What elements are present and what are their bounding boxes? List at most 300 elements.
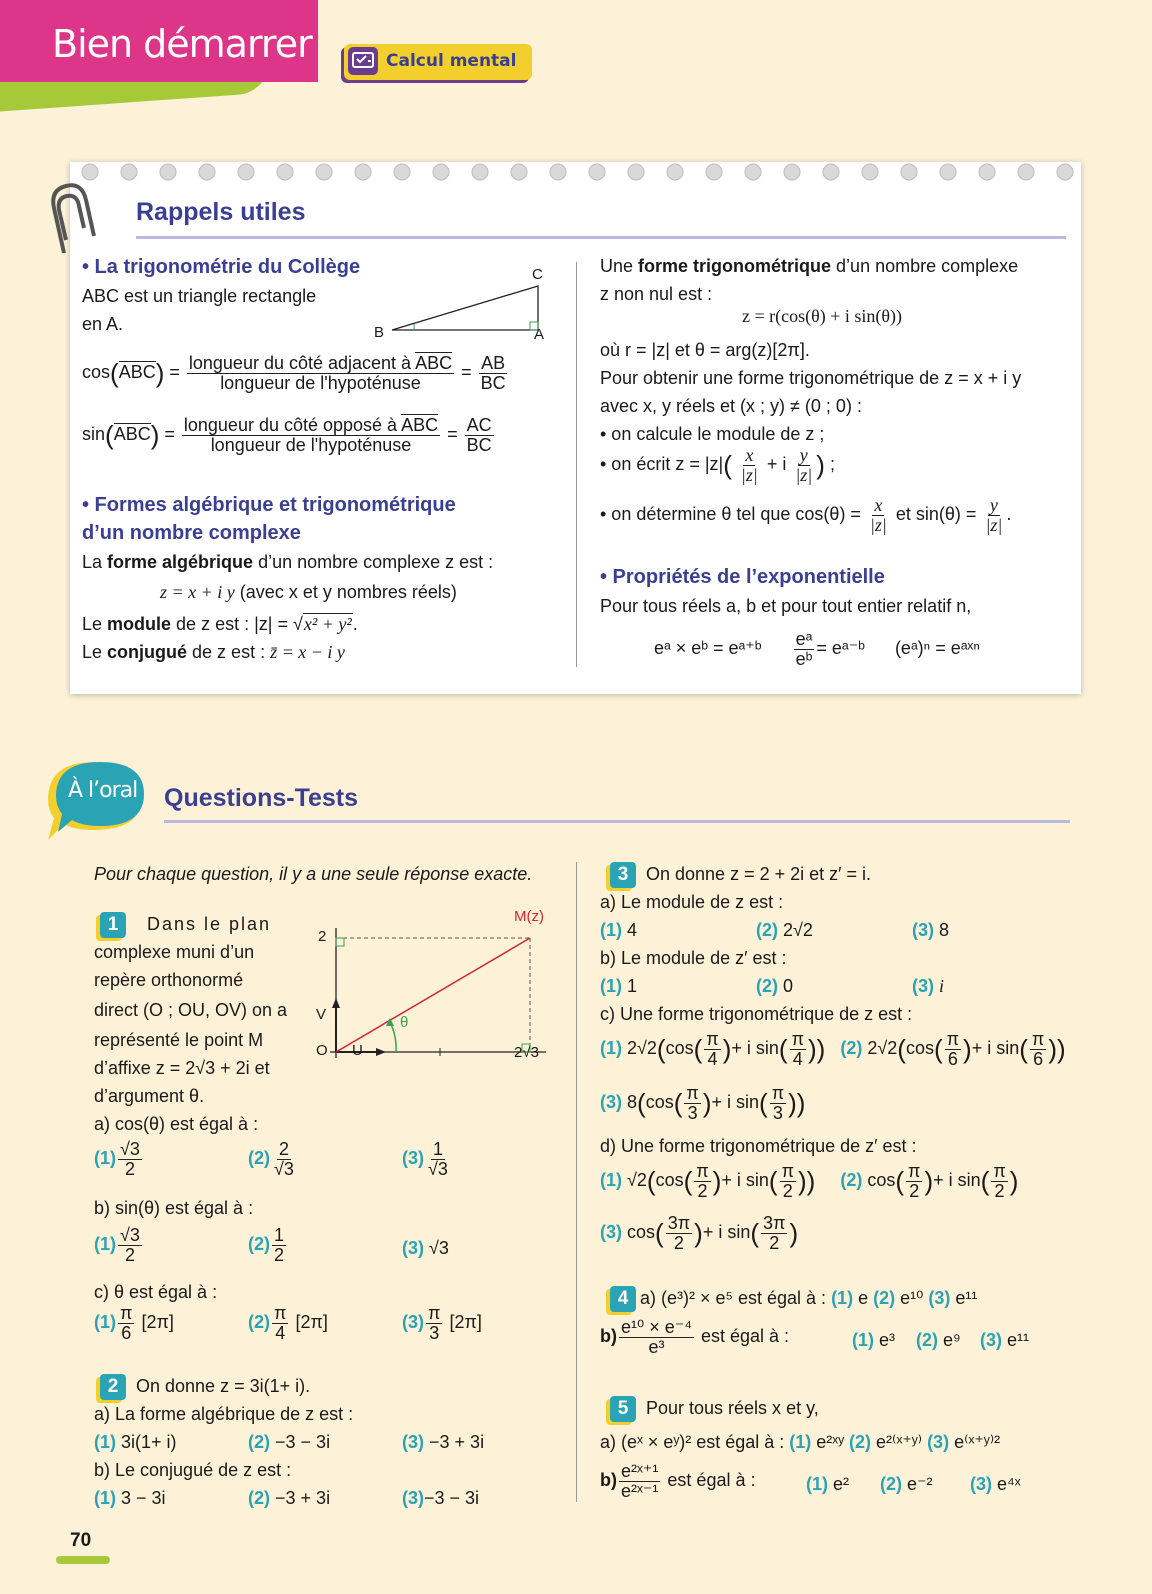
q3-b1-value: 1 <box>627 976 638 996</box>
q3-d3-num[interactable]: (3) <box>600 1222 622 1243</box>
q3-c1-d1: 4 <box>707 1048 718 1069</box>
q3-a1-num[interactable]: (1) <box>600 920 622 940</box>
q3-c3-num[interactable]: (3) <box>600 1092 622 1113</box>
q3-c2-pi1: π <box>946 1029 960 1049</box>
q3-a2-num[interactable]: (2) <box>756 920 778 940</box>
q1-a3-frac <box>426 1140 450 1179</box>
q3-a3-num[interactable]: (3) <box>912 920 934 940</box>
q3-d2-frac2 <box>991 1162 1007 1201</box>
step3-frac-y <box>983 496 1004 535</box>
q4-b-label: b) <box>600 1326 617 1347</box>
q1-c1-d: 6 <box>121 1322 132 1343</box>
q1-a2-d: √3 <box>274 1158 294 1179</box>
q3-d3-d2: 2 <box>769 1232 780 1253</box>
q4-b-frac <box>619 1318 694 1357</box>
q5-b1-num[interactable]: (1) <box>806 1474 828 1494</box>
q3-c2-pi2: π <box>1031 1029 1045 1049</box>
q4-a3-value: e¹¹ <box>955 1288 978 1308</box>
q1-c1-num[interactable]: (1) <box>94 1312 116 1333</box>
q3-c3-frac1 <box>684 1084 700 1123</box>
q4-b2-num[interactable]: (2) <box>916 1330 938 1350</box>
q3-d2-isin: + i sin <box>933 1170 981 1191</box>
q1-c3-num[interactable]: (3) <box>402 1312 424 1333</box>
q4-b1-num[interactable]: (1) <box>852 1330 874 1350</box>
q3-d1-frac1 <box>694 1162 710 1201</box>
q5-b2-num[interactable]: (2) <box>880 1474 902 1494</box>
conj-b: conjugué <box>107 642 188 662</box>
q3-d1-pre: √2 <box>627 1170 647 1191</box>
q1-number: 1 <box>100 912 126 938</box>
exp1: eᵃ × eᵇ = eᵃ⁺ᵇ <box>654 638 762 659</box>
q1-b1-num[interactable]: (1) <box>94 1234 116 1255</box>
mod-a: Le <box>82 614 108 634</box>
q3-c1-pi1: π <box>706 1029 719 1049</box>
q2-b3-num[interactable]: (3) <box>402 1488 424 1508</box>
q3-d3-pi2: 3π <box>763 1213 786 1233</box>
q3-c1-cos: cos <box>665 1038 694 1059</box>
q2-a: a) La forme algébrique de z est : <box>94 1404 354 1424</box>
q2-b2-num[interactable]: (2) <box>248 1488 270 1508</box>
tf-line1 <box>600 256 1018 277</box>
q3-c3-cos: cos <box>645 1092 674 1113</box>
q3-c2-pre: 2√2 <box>867 1038 898 1059</box>
q2-a1-value: 3i(1+ i) <box>121 1432 177 1452</box>
q5-a1-num[interactable]: (1) <box>789 1432 812 1452</box>
q3-c1-num[interactable]: (1) <box>600 1038 622 1059</box>
q5-b-text: est égal à : <box>667 1470 756 1491</box>
mod-sqrt: x² + y² <box>303 614 352 634</box>
fig-u-label: U <box>352 1042 363 1059</box>
q3-d1-cos: cos <box>655 1170 684 1191</box>
mod-c: de z est : |z| = <box>171 614 293 634</box>
exp2-n: eᵃ <box>795 629 813 649</box>
q1-a1-d: 2 <box>124 1158 135 1179</box>
q1-a2-frac <box>272 1140 296 1179</box>
q3-d3-pi1: 3π <box>667 1213 691 1233</box>
q1-b: b) sin(θ) est égal à : <box>94 1198 254 1218</box>
q3-a2-value: 2√2 <box>783 920 813 940</box>
q3-d-row1: (1) √2(cos( $\frac{\pi}{2}$ )+ i sin( $\frac{\pi}{2}$ )) (2) cos( $\frac{\pi}{2}$ )+ i sin( $\frac{\pi}{2}$ ) <box>600 1161 1019 1201</box>
qt-title: Questions-Tests <box>164 784 359 812</box>
step3-xn: x <box>874 495 883 515</box>
q2-head <box>100 1374 310 1400</box>
q3-head <box>610 862 871 888</box>
q3-c3-pre: 8 <box>627 1092 638 1113</box>
q4-head <box>610 1286 977 1312</box>
q3-b2-num[interactable]: (2) <box>756 976 778 996</box>
q3-b: b) Le module de z′ est : <box>600 948 787 968</box>
q3-a3-value: 8 <box>939 920 950 940</box>
tf-avec: avec x, y réels et (x ; y) ≠ (0 ; 0) : <box>600 396 862 416</box>
q1-b1-frac <box>118 1226 142 1265</box>
q1-a: a) cos(θ) est égal à : <box>94 1114 259 1134</box>
sin-ratio <box>465 416 494 455</box>
q4-number: 4 <box>610 1286 636 1312</box>
q2-number: 2 <box>100 1374 126 1400</box>
q1-figure <box>310 908 560 1078</box>
q1-b2-frac <box>272 1226 286 1265</box>
q4-b-n: e¹⁰ × e⁻⁴ <box>621 1317 692 1337</box>
q1-b1-n: √3 <box>120 1225 140 1245</box>
q1-a3-n: 1 <box>432 1139 443 1159</box>
q1-b1-d: 2 <box>124 1244 135 1265</box>
q3-d1-d1: 2 <box>697 1180 708 1201</box>
sin-label: sin <box>82 424 106 445</box>
conj-eq: z̄ = x − i y <box>270 642 345 662</box>
q3-d3-isin: + i sin <box>702 1222 751 1243</box>
cos-den: longueur de l'hypoténuse <box>220 372 421 393</box>
sin-den: longueur de l'hypoténuse <box>210 434 412 455</box>
qt-column-divider <box>576 862 577 1502</box>
step2-yd: |z| <box>795 464 813 485</box>
screen-icon <box>348 47 378 75</box>
q3-d3-frac1 <box>666 1214 692 1253</box>
q4-a1-num[interactable]: (1) <box>831 1288 854 1308</box>
q3-d2-d2: 2 <box>994 1180 1005 1201</box>
q1-c1-n: π <box>120 1303 133 1323</box>
q1-a3-num[interactable]: (3) <box>402 1148 424 1169</box>
q4-a1-value: e <box>858 1288 869 1308</box>
tf-c: d’un nombre complexe <box>831 256 1019 276</box>
cos-ratio-n: AB <box>481 353 506 373</box>
q1-a3-d: √3 <box>428 1158 448 1179</box>
q1-a1-frac <box>118 1140 142 1179</box>
tf-eq: z = r(cos(θ) + i sin(θ)) <box>742 306 902 326</box>
q3-c2-d1: 6 <box>947 1048 958 1069</box>
q3-c-row2: (3) 8(cos( $\frac{\pi}{3}$ )+ i sin( $\frac{\pi}{3}$ )) <box>600 1083 806 1123</box>
conj-a: Le <box>82 642 108 662</box>
q1-a2-num[interactable]: (2) <box>248 1148 270 1169</box>
q3-c1-d2: 4 <box>792 1048 803 1069</box>
q3-d2-d1: 2 <box>909 1180 920 1201</box>
fig-o-label: O <box>316 1042 328 1059</box>
q5-a2-num[interactable]: (2) <box>849 1432 871 1452</box>
q1-b2-d: 2 <box>274 1244 285 1265</box>
q3-b1-num[interactable]: (1) <box>600 976 622 996</box>
forms-title-1: • Formes algébrique et trigonométrique <box>82 494 456 516</box>
exp2-d: eᵇ <box>795 648 813 669</box>
q2-a2-num[interactable]: (2) <box>248 1432 270 1452</box>
cos-formula: cos(ABC) = $\frac{\text{longueur du côté adjacent à ABC}}{\text{longueur de l'hypoténuse}}$ = $\frac{AB}{BC}$ <box>82 353 506 393</box>
q1-text-6: d’argument θ. <box>94 1086 205 1106</box>
cos-ratio <box>479 354 508 393</box>
step3-b: et sin(θ) = <box>895 504 977 525</box>
q1-text-4: représenté le point M <box>94 1030 264 1050</box>
qt-intro: Pour chaque question, il y a une seule réponse exacte. <box>94 864 533 884</box>
triangle-figure <box>370 268 560 348</box>
sin-num-angle: ABC <box>401 415 439 435</box>
step3-frac-x <box>868 496 889 535</box>
exp-props <box>654 630 980 669</box>
exp2-r: = eᵃ⁻ᵇ <box>816 638 865 659</box>
q3-d1-pi2: π <box>781 1161 794 1181</box>
alg-c: d’un nombre complexe z est : <box>253 552 494 572</box>
page-number-underline <box>56 1556 110 1564</box>
q3-c3-d2: 3 <box>772 1102 783 1123</box>
q5-b-frac <box>619 1462 660 1501</box>
q5-text: Pour tous réels x et y, <box>646 1398 819 1418</box>
q1-text-3: direct (O ; OU, OV) on a <box>94 1000 288 1020</box>
q1-b2-n: 1 <box>274 1225 285 1245</box>
q3-number: 3 <box>610 862 636 888</box>
q1-a1-n: √3 <box>120 1139 140 1159</box>
cos-fraction <box>187 354 454 393</box>
qt-title-rule <box>164 820 1070 823</box>
q1-b2-num[interactable]: (2) <box>248 1234 270 1255</box>
q3-d1-isin: + i sin <box>721 1170 769 1191</box>
q3-c1-pre: 2√2 <box>627 1038 657 1059</box>
q3-c2-frac1 <box>945 1030 961 1069</box>
q1-a1-num[interactable]: (1) <box>94 1148 116 1169</box>
q5-b-n: e²ˣ⁺¹ <box>621 1461 659 1481</box>
sin-ratio-d: BC <box>466 434 492 455</box>
tf-a: Une <box>600 256 639 276</box>
q2-b3-value: −3 − 3i <box>424 1488 480 1508</box>
step2-frac-x <box>739 446 760 485</box>
q1-c3-n: π <box>428 1303 441 1323</box>
step3-a: • on détermine θ tel que cos(θ) = <box>600 504 861 525</box>
sin-angle-abc: ABC <box>113 424 151 445</box>
tf-obtain: Pour obtenir une forme trigonométrique de z = x + i y <box>600 368 1022 388</box>
q5-head <box>610 1396 819 1422</box>
trig-college-title <box>82 256 360 279</box>
trig-line1: ABC est un triangle rectangle <box>82 286 317 306</box>
exp2-frac <box>794 630 815 669</box>
q4-a: a) (e³)² × e⁵ est égal à : <box>640 1288 827 1308</box>
q4-a3-num[interactable]: (3) <box>928 1288 951 1308</box>
q3-b3-num[interactable]: (3) <box>912 976 934 996</box>
cos-ratio-d: BC <box>480 372 506 393</box>
q4-b-text: est égal à : <box>701 1326 790 1347</box>
q1-b3-num[interactable]: (3) <box>402 1238 424 1258</box>
tf-where: où r = |z| et θ = arg(z)[2π]. <box>600 340 810 360</box>
q3-d-row2: (3) cos( $\frac{3\pi}{2}$ )+ i sin( $\frac{3\pi}{2}$ ) <box>600 1213 799 1253</box>
q1-text-1: complexe muni d’un <box>94 942 255 962</box>
conj-line <box>82 642 345 663</box>
fig-m-label: M(z) <box>514 908 544 925</box>
mod-line: Le module de z est : |z| = √x² + y². <box>82 614 358 634</box>
q5-b3-num[interactable]: (3) <box>970 1474 992 1494</box>
forms-title-2: d’un nombre complexe <box>82 522 301 544</box>
q5-b-label: b) <box>600 1470 617 1491</box>
oral-badge-label: À l’oral <box>68 778 138 803</box>
exp3: (eᵃ)ⁿ = eᵃˣⁿ <box>894 638 980 659</box>
q1-c3-d: 3 <box>429 1322 440 1343</box>
q2-b1-value: 3 − 3i <box>121 1488 166 1508</box>
sin-formula: sin(ABC) = $\frac{\text{longueur du côté opposé à ABC}}{\text{longueur de l'hypoténuse}}$ = $\frac{AC}{BC}$ <box>82 415 492 455</box>
cos-num-angle: ABC <box>415 353 453 373</box>
q3-c1-frac1 <box>704 1030 720 1069</box>
q3-c3-d1: 3 <box>687 1102 698 1123</box>
fig-v-label: V <box>316 1006 327 1023</box>
mod-b: module <box>107 614 172 634</box>
q4-b2-value: e⁹ <box>943 1330 961 1350</box>
oral-badge <box>38 756 158 846</box>
page-number: 70 <box>70 1530 92 1551</box>
q3-d3-frac2 <box>761 1214 787 1253</box>
q2-a1-num[interactable]: (1) <box>94 1432 116 1452</box>
rappels-title-rule <box>136 236 1066 239</box>
q5-a1-value: e²ˣʸ <box>816 1432 844 1452</box>
q1-text-0: Dans le plan <box>147 914 272 934</box>
q3-c1-frac2 <box>790 1030 806 1069</box>
q1-c2-n: π <box>274 1303 287 1323</box>
calcul-mental-button[interactable] <box>344 44 532 80</box>
q5-b2-value: e⁻² <box>907 1474 933 1494</box>
q3-text: On donne z = 2 + 2i et z′ = i. <box>646 864 872 884</box>
q5-a3-num[interactable]: (3) <box>927 1432 950 1452</box>
step2: • on écrit z = |z|( $\frac{x}{|z|}$ + i $\frac{y}{|z|}$ ) ; <box>600 445 835 485</box>
q3-d2-pi2: π <box>993 1161 1006 1181</box>
paperclip-icon <box>46 178 96 263</box>
angle-abc: ABC <box>118 362 156 383</box>
conj-c: de z est : <box>187 642 271 662</box>
step2-plus: + i <box>766 454 787 475</box>
q3-d2-cos: cos <box>867 1170 896 1191</box>
step2-xd: |z| <box>740 464 758 485</box>
trig-college-title-text: • La trigonométrie du Collège <box>82 256 361 278</box>
q3-c2-num[interactable]: (2) <box>840 1038 863 1059</box>
q3-c2-frac2 <box>1030 1030 1046 1069</box>
point-c: C <box>532 266 543 283</box>
q3-c3-isin: + i sin <box>711 1092 760 1113</box>
q3-c: c) Une forme trigonométrique de z est : <box>600 1004 913 1024</box>
step1: • on calcule le module de z ; <box>600 424 825 444</box>
step2-frac-y <box>793 446 814 485</box>
q5-a2-value: e²⁽ˣ⁺ʸ⁾ <box>876 1432 923 1452</box>
step2-end: ; <box>829 454 835 475</box>
sin-fraction <box>182 416 440 455</box>
q3-d1-pi1: π <box>696 1161 709 1181</box>
q3-d2-frac1 <box>906 1162 922 1201</box>
q1-text-5: d’affixe z = 2√3 + 2i et <box>94 1058 270 1078</box>
q3-a1-value: 4 <box>627 920 638 940</box>
rappels-column-divider <box>576 262 577 667</box>
fig-x-label: 2√3 <box>514 1044 539 1061</box>
q1-c2-frac <box>272 1304 288 1343</box>
q3-c3-frac2 <box>770 1084 786 1123</box>
step3 <box>600 496 1011 535</box>
fig-2-label: 2 <box>318 928 327 945</box>
exp-title: • Propriétés de l’exponentielle <box>600 566 885 588</box>
rappels-title: Rappels utiles <box>136 198 306 226</box>
q4-b3-num[interactable]: (3) <box>980 1330 1002 1350</box>
q5-number: 5 <box>610 1396 636 1422</box>
q1-c2-num[interactable]: (2) <box>248 1312 270 1333</box>
page-title: Bien démarrer <box>52 22 312 66</box>
step2-a: • on écrit z = |z| <box>600 454 724 475</box>
q3-c-row1: (1) 2√2(cos( $\frac{\pi}{4}$ )+ i sin( $\frac{\pi}{4}$ )) (2) 2√2(cos( $\frac{\pi}{6}$ )+ i sin( $\frac{\pi}{6}$ )) <box>600 1029 1066 1069</box>
q1-c1-suffix: [2π] <box>141 1312 174 1333</box>
calcul-mental-label: Calcul mental <box>386 51 517 71</box>
q2-b: b) Le conjugué de z est : <box>94 1460 292 1480</box>
tf-line2: z non nul est : <box>600 284 713 304</box>
q5-a3-value: e⁽ˣ⁺ʸ⁾² <box>954 1432 1001 1452</box>
alg-line <box>82 552 493 573</box>
alg-eq-line <box>160 582 457 603</box>
alg-eq: z = x + i y <box>160 582 235 602</box>
step3-yd: |z| <box>985 514 1003 535</box>
step3-xd: |z| <box>869 514 887 535</box>
q1-c2-d: 4 <box>275 1322 286 1343</box>
cos-label: cos <box>82 362 111 383</box>
q2-a3-value: −3 + 3i <box>429 1432 485 1452</box>
q1-a2-n: 2 <box>278 1139 289 1159</box>
q3-d2-pi1: π <box>908 1161 921 1181</box>
q3-d3-cos: cos <box>627 1222 656 1243</box>
q3-c3-pi2: π <box>771 1083 785 1103</box>
q2-a2-value: −3 − 3i <box>275 1432 331 1452</box>
q1-head <box>100 912 136 938</box>
q3-d1-d2: 2 <box>782 1180 793 1201</box>
q5-b-d: e²ˣ⁻¹ <box>621 1480 659 1501</box>
alg-b: forme algébrique <box>107 552 254 572</box>
step3-yn: y <box>989 495 998 515</box>
q4-b3-value: e¹¹ <box>1007 1330 1030 1350</box>
alg-a: La <box>82 552 108 572</box>
spiral-holes <box>80 160 1080 184</box>
tf-b: forme trigonométrique <box>638 256 832 276</box>
q4-b-d: e³ <box>648 1336 665 1357</box>
q3-d3-d1: 2 <box>673 1232 684 1253</box>
q1-c3-suffix: [2π] <box>449 1312 482 1333</box>
q3-b3-value: i <box>939 976 945 996</box>
cos-num: longueur du côté adjacent à <box>188 353 412 373</box>
q2-b2-value: −3 + 3i <box>275 1488 331 1508</box>
q1-c2-suffix: [2π] <box>295 1312 328 1333</box>
q3-c2-isin: + i sin <box>971 1038 1020 1059</box>
q2-a3-num[interactable]: (3) <box>402 1432 424 1452</box>
q3-d1-frac2 <box>780 1162 796 1201</box>
sin-num: longueur du côté opposé à <box>183 415 398 435</box>
q3-d1-num[interactable]: (1) <box>600 1170 622 1191</box>
q3-c3-pi1: π <box>686 1083 699 1103</box>
q3-c2-d2: 6 <box>1033 1048 1044 1069</box>
q5-a: a) (eˣ × eʸ)² est égal à : <box>600 1432 785 1452</box>
point-b: B <box>374 324 385 341</box>
q1-c: c) θ est égal à : <box>94 1282 218 1302</box>
q3-d: d) Une forme trigonométrique de z′ est : <box>600 1136 917 1156</box>
point-a: A <box>534 326 545 343</box>
q4-a2-value: e¹⁰ <box>900 1288 924 1308</box>
q3-c1-isin: + i sin <box>731 1038 779 1059</box>
q4-a2-num[interactable]: (2) <box>873 1288 896 1308</box>
q5-a-row <box>600 1432 1000 1453</box>
q1-text-2: repère orthonormé <box>94 970 244 990</box>
q3-b2-value: 0 <box>783 976 794 996</box>
q4-b1-value: e³ <box>879 1330 896 1350</box>
step2-xn: x <box>745 445 754 465</box>
q1-c3-frac <box>426 1304 442 1343</box>
q3-d2-num[interactable]: (2) <box>840 1170 863 1191</box>
q2-text: On donne z = 3i(1+ i). <box>136 1376 311 1396</box>
q3-c2-cos: cos <box>905 1038 934 1059</box>
step3-end: . <box>1006 504 1012 525</box>
q5-b1-value: e² <box>833 1474 850 1494</box>
q1-c1-frac <box>118 1304 134 1343</box>
alg-eq-note: (avec x et y nombres réels) <box>239 582 457 602</box>
q1-b3-value: √3 <box>429 1238 449 1258</box>
q5-b3-value: e⁴ˣ <box>997 1474 1021 1494</box>
exp-line: Pour tous réels a, b et pour tout entier relatif n, <box>600 596 972 616</box>
fig-theta-label: θ <box>400 1014 409 1031</box>
trig-line2: en A. <box>82 314 124 334</box>
step2-yn: y <box>799 445 808 465</box>
q3-a: a) Le module de z est : <box>600 892 784 912</box>
q2-b1-num[interactable]: (1) <box>94 1488 116 1508</box>
sin-ratio-n: AC <box>466 415 492 435</box>
q3-c1-pi2: π <box>791 1029 804 1049</box>
